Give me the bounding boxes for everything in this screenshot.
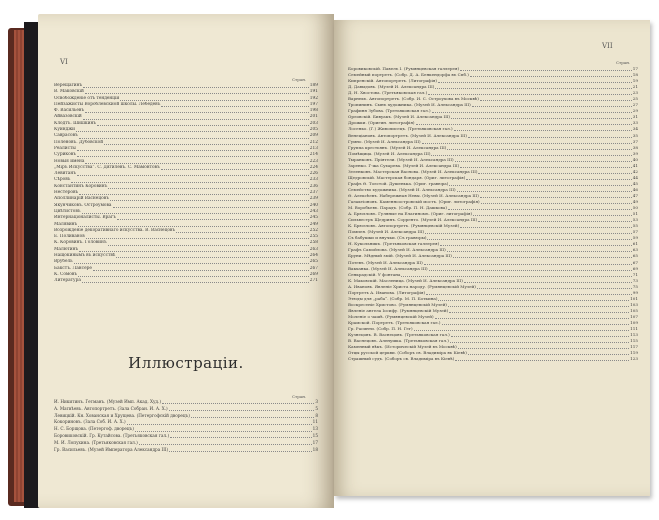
dot-leader <box>83 116 309 120</box>
dot-leader <box>414 327 630 331</box>
list-item <box>54 419 318 426</box>
entry-title: Малявинъ <box>54 221 78 227</box>
entry-page: 213 <box>309 145 318 151</box>
entry-title: Д. Давыдовъ. (Музей И. Александра III) <box>348 84 435 90</box>
entry-page: 21 <box>632 84 638 90</box>
dot-leader <box>117 216 309 220</box>
entry-title: М. И. Лопухина. (Третьяковская гал.) <box>54 439 138 445</box>
entry-title: Бакстъ. Лансере <box>54 265 92 271</box>
entry-page: 239 <box>309 196 318 202</box>
column-header: Стран. <box>292 77 307 82</box>
entry-title: Аполлинарій Васнецовъ <box>54 196 109 202</box>
entry-title: Куинджи <box>54 127 76 133</box>
entry-title: Якунчиковъ. Остроумова <box>54 202 112 208</box>
entry-title: Помпея. (Музей И. Александра III) <box>348 229 425 235</box>
entry-title: Константинъ Коровинъ <box>54 183 108 189</box>
dot-leader <box>450 339 629 343</box>
entry-page: 107 <box>630 313 638 319</box>
dot-leader <box>116 254 308 258</box>
entry-title: Вакханка. (Музей И. Александра III) <box>348 265 428 271</box>
entry-title: Щедровскій. Мастерская бондаря. (Ориг. литографія) <box>348 174 466 180</box>
entry-title: Сенкрадскій. У фонтана <box>348 271 401 277</box>
entry-page: 205 <box>309 127 318 133</box>
entry-page: 75 <box>632 283 638 289</box>
entry-page: 113 <box>630 332 638 338</box>
entry-title: Цвѣтистовъ <box>54 208 81 214</box>
entry-page: 109 <box>630 319 638 325</box>
dot-leader <box>104 141 309 145</box>
dot-leader <box>85 160 308 164</box>
dot-leader <box>162 400 314 404</box>
entry-title: Освобожденіе отъ тенденціи <box>54 95 120 101</box>
entry-page: 264 <box>309 253 318 259</box>
entry-page: 40 <box>632 156 638 162</box>
dot-leader <box>169 407 315 411</box>
entry-title: Реалисты <box>54 145 76 151</box>
entry-page: 45 <box>632 180 638 186</box>
entry-page: 123 <box>630 356 638 362</box>
entry-title: Этюды для „раба“. (Собр. М. П. Боткина) <box>348 295 438 301</box>
entry-page: 223 <box>309 158 318 164</box>
entry-title: Тыранковъ. Пріятели. (Музей И. Александра III) <box>348 156 454 162</box>
entry-title: Заренко. Г-жа Сухарева. (Музей И. Александра III) <box>348 162 460 168</box>
dot-leader <box>429 267 632 271</box>
entry-page: 11 <box>312 419 318 425</box>
dot-leader <box>478 218 632 222</box>
entry-title: Возрожденіе декоративнаго искусства. В. Васнецовъ <box>54 227 176 233</box>
entry-title: Дрожки. (Оригин. литографія) <box>348 120 415 126</box>
dot-leader <box>76 128 309 132</box>
list-item <box>54 447 318 454</box>
dot-leader <box>447 146 631 150</box>
entry-page: 267 <box>309 265 318 271</box>
entry-title: В. Маковскій <box>54 89 84 95</box>
entry-title: К. Коровинъ. Головинъ <box>54 240 107 246</box>
entries-list <box>348 66 638 362</box>
dot-leader <box>481 200 632 204</box>
entry-page: 23 <box>632 90 638 96</box>
entry-title: Боровиковскій. Гр. Кутайсова. (Третьяковская гал.) <box>54 432 170 438</box>
dot-leader <box>85 90 309 94</box>
entry-title: Н. Кукольникъ. (Третьяковская галлерея) <box>348 241 440 247</box>
illustrations-column-header: Стран. <box>292 394 307 399</box>
entry-page: 271 <box>309 278 318 284</box>
dot-leader <box>451 115 632 119</box>
entry-page: 189 <box>309 83 318 88</box>
entry-page: 59 <box>632 235 638 241</box>
entry-title: Моленіе о чашѣ. (Румянцевскій Музей) <box>348 313 434 319</box>
entry-page: 71 <box>632 271 638 277</box>
entry-page: 198 <box>309 108 318 114</box>
dot-leader <box>428 91 632 95</box>
entry-page: 119 <box>630 350 638 356</box>
dot-leader <box>448 206 632 210</box>
dot-leader <box>449 182 631 186</box>
entry-title: Сѣровъ <box>54 177 71 183</box>
entry-title: Лосенко. (Г.) Живописецъ. (Третьяковская гал.) <box>348 126 453 132</box>
dot-leader <box>426 291 632 295</box>
contents-list <box>54 83 318 285</box>
entry-page: 192 <box>309 95 318 101</box>
dot-leader <box>161 103 308 107</box>
dot-leader <box>401 273 631 277</box>
entry-title: Н. С. Борщова. (Петергоф. дворецъ) <box>54 426 134 432</box>
entry-page: 17 <box>632 66 638 71</box>
list-item <box>348 356 638 362</box>
entry-page: 38 <box>632 144 638 150</box>
entry-page: 25 <box>632 96 638 102</box>
entry-page: 39 <box>632 150 638 156</box>
dot-leader <box>468 351 629 355</box>
entry-page: 117 <box>630 344 638 350</box>
entry-page: 197 <box>309 101 318 107</box>
illustrations-heading: Иллюстраціи. <box>128 354 244 372</box>
dot-leader <box>425 230 632 234</box>
dot-leader <box>472 103 632 107</box>
entry-page: 103 <box>630 301 638 307</box>
dot-leader <box>169 448 312 452</box>
dot-leader <box>470 73 632 77</box>
entry-title: Кокориновъ. (Зала Соб. И. А. Х.) <box>54 419 126 425</box>
entry-page: 105 <box>630 307 638 313</box>
dot-leader <box>191 414 314 418</box>
dot-leader <box>460 67 632 71</box>
entry-page: 61 <box>632 241 638 247</box>
entry-page: 252 <box>309 227 318 233</box>
entry-title: А. Ивановъ. Явленіе Христа народу. (Румянцевскій Музей) <box>348 283 476 289</box>
dot-leader <box>422 140 632 144</box>
entry-page: 201 <box>309 114 318 120</box>
entry-title: К. Маковскій. Масленица. (Музей И. Александра III) <box>348 277 463 283</box>
entry-page: 57 <box>632 229 638 235</box>
dot-leader <box>85 109 309 113</box>
entry-page: 240 <box>309 202 318 208</box>
entry-title: Д. Н. Хвостова. (Третьяковская гал.) <box>348 90 428 96</box>
dot-leader <box>442 321 630 325</box>
entry-page: 31 <box>632 114 638 120</box>
dot-leader <box>78 223 309 227</box>
list-item <box>54 406 318 413</box>
entry-page: 214 <box>309 152 318 158</box>
entry-page: 115 <box>630 338 638 344</box>
dot-leader <box>86 235 309 239</box>
dot-leader <box>79 135 309 139</box>
entry-title: Верещагинъ <box>54 83 83 88</box>
entry-title: Тропининъ. Сынъ художника. (Музей И. Александра III) <box>348 102 471 108</box>
entry-page: 51 <box>632 211 638 217</box>
entry-title: Крамской. Портретъ. (Третьяковская гал.) <box>348 319 441 325</box>
left-page <box>38 14 334 508</box>
entry-page: 67 <box>632 259 638 265</box>
entry-page: 34 <box>632 126 638 132</box>
entry-title: Саврасовъ <box>54 133 78 139</box>
entry-title: Каменный вѣкъ. (Историческій Музей въ Москвѣ) <box>348 344 457 350</box>
entry-title: Потевъ. (Музей И. Александра III) <box>348 259 423 265</box>
entry-title: Нестеровъ <box>54 190 79 196</box>
entry-title: Боровиковскій. Павелъ I. (Румянцевская галлерея) <box>348 66 460 71</box>
dot-leader <box>77 153 309 157</box>
entry-title: Страшный судъ. (Соборъ св. Владиміра въ Кіевѣ) <box>348 356 455 362</box>
entry-page: 35 <box>632 132 638 138</box>
entry-title: Отцы русской церкви. (Соборъ св. Владиміра въ Кіевѣ) <box>348 350 467 356</box>
dot-leader <box>464 279 632 283</box>
dot-leader <box>427 236 631 240</box>
dot-leader <box>176 229 309 233</box>
entry-page: 44 <box>632 174 638 180</box>
dot-leader <box>455 357 629 361</box>
illustrations-list <box>54 399 318 453</box>
dot-leader <box>432 109 632 113</box>
entry-title: Левитанъ <box>54 171 76 177</box>
dot-leader <box>97 122 309 126</box>
dot-leader <box>478 170 631 174</box>
entry-page: 29 <box>632 108 638 114</box>
entry-page: 233 <box>309 177 318 183</box>
entry-page: 63 <box>632 247 638 253</box>
entry-page: 13 <box>312 426 318 432</box>
entry-title: В. Васнецовъ. Аленушка. (Третьяковская гал.) <box>348 338 449 344</box>
entry-page: 53 <box>632 217 638 223</box>
dot-leader <box>170 434 312 438</box>
entry-title: Портретъ А. Иванова. (Литографія) <box>348 289 426 295</box>
dot-leader <box>460 164 632 168</box>
entry-title: Ф. Васильевъ <box>54 108 85 114</box>
entry-page: 269 <box>309 271 318 277</box>
entry-page: 47 <box>632 192 638 198</box>
entry-page: 111 <box>630 326 638 332</box>
entry-title: Графъ Ѳ. Толстой. Душенька. (Ориг. гравюра) <box>348 180 449 186</box>
entry-page: 236 <box>309 183 318 189</box>
entry-title: Врубель <box>54 259 73 265</box>
entry-page: 46 <box>632 186 638 192</box>
column-header: Стран. <box>616 60 631 65</box>
dot-leader <box>416 121 632 125</box>
dot-leader <box>93 267 309 271</box>
dot-leader <box>457 188 632 192</box>
entry-page: 50 <box>632 205 638 211</box>
entry-title: Гумно. (Музей И. Александра III) <box>348 138 421 144</box>
list-item <box>54 278 318 284</box>
entry-page: 3 <box>315 399 318 404</box>
dot-leader <box>438 297 629 301</box>
entry-page: 73 <box>632 277 638 283</box>
entry-title: Орловскій. Бивуакъ. (Музей И. Александра III) <box>348 114 451 120</box>
entry-title: А. Брюлловъ. Гуляные на Елагиномъ. (Ориг. литографія) <box>348 211 473 217</box>
entry-title: Е. Поливанов <box>54 234 85 240</box>
entry-page: 243 <box>309 208 318 214</box>
entry-title: Айвазовскій <box>54 114 82 120</box>
dot-leader <box>447 248 632 252</box>
dot-leader <box>82 210 309 214</box>
dot-leader <box>78 273 309 277</box>
dot-leader <box>451 333 629 337</box>
entry-title: Малютинъ <box>54 246 79 252</box>
entry-title: Клодтъ. Шишкинъ <box>54 120 97 126</box>
dot-leader <box>127 421 312 425</box>
entry-title: Гр. Васильевъ. (Музей Императора Александра III) <box>54 446 169 452</box>
dot-leader <box>113 204 309 208</box>
entry-title: Явленіе ангела Іосифу. (Румянцевскій Музей) <box>348 307 449 313</box>
list-item <box>54 399 318 406</box>
entry-page: 65 <box>632 253 638 259</box>
entry-page: 258 <box>309 240 318 246</box>
entry-title: Новыя имена <box>54 158 85 164</box>
entry-page: 255 <box>309 234 318 240</box>
dot-leader <box>82 279 309 283</box>
entry-page: 209 <box>309 133 318 139</box>
entry-page: 15 <box>312 432 318 438</box>
dot-leader <box>108 185 308 189</box>
dot-leader <box>480 97 632 101</box>
entry-title: Галактіоновъ. Каменноостровскій мостъ. (Ориг. литографія) <box>348 199 480 205</box>
dot-leader <box>458 345 629 349</box>
dot-leader <box>453 254 632 258</box>
dot-leader <box>477 285 632 289</box>
dot-leader <box>435 85 631 89</box>
entry-title: Семейство художника. (Музей И. Александра III) <box>348 186 456 192</box>
entry-title: Поленовъ. Дубовской <box>54 139 104 145</box>
dot-leader <box>110 197 309 201</box>
dot-leader <box>71 179 308 183</box>
dot-leader <box>79 191 309 195</box>
entry-title: „Міръ Искусства“. С. Дягилевъ. С. Мамонтовъ <box>54 164 160 170</box>
entry-page: 226 <box>309 171 318 177</box>
entry-title: Ѳ. Алексѣевъ. Набережная Невы. (Музей И. Александра III) <box>348 192 479 198</box>
entry-page: 191 <box>309 89 318 95</box>
list-item <box>54 433 318 440</box>
entry-title: Съ бабушки и внучки. (Съ гравюры) <box>348 235 427 241</box>
entry-title: Семейный портретъ. (Собр. Д. А. Бенкендорфа въ Спб.) <box>348 72 469 78</box>
entry-page: 8 <box>315 412 318 418</box>
entry-title: Нащокинымъ въ искусствѣ <box>54 253 116 259</box>
dot-leader <box>161 166 309 170</box>
entry-page: 37 <box>632 138 638 144</box>
entry-page: 99 <box>632 289 638 295</box>
entry-page: 249 <box>309 221 318 227</box>
entry-page: 33 <box>632 120 638 126</box>
entry-page: 17 <box>312 439 318 445</box>
entry-page: 69 <box>632 265 638 271</box>
dot-leader <box>79 248 309 252</box>
dot-leader <box>455 158 632 162</box>
dot-leader <box>454 127 632 131</box>
entry-title: Бруни. Мѣдный змій. (Музей И. Александра III) <box>348 253 452 259</box>
entry-title: К. Сомовъ <box>54 271 78 277</box>
entry-title: Литература <box>54 278 81 284</box>
entry-page: 18 <box>312 446 318 452</box>
entry-page: 55 <box>632 223 638 229</box>
dot-leader <box>135 428 312 432</box>
entry-page: 203 <box>309 120 318 126</box>
entry-title: Венеціановъ. Автопортретъ. (Музей И. Александра III) <box>348 132 467 138</box>
entry-title: Кузнецовъ. В. Васнецовъ. (Третьяковская гал.) <box>348 332 450 338</box>
entry-page: 27 <box>632 102 638 108</box>
dot-leader <box>83 84 309 88</box>
entry-page: 245 <box>309 215 318 221</box>
dot-leader <box>449 309 629 313</box>
entry-title: А. Матвѣевъ. Автопортретъ. (Зала Собран. И. А. Х.) <box>54 405 168 411</box>
entry-page: 263 <box>309 246 318 252</box>
entry-page: 49 <box>632 199 638 205</box>
dot-leader <box>424 261 632 265</box>
entry-title: Воскресеніе Христово. (Румянцевскій Музей) <box>348 301 447 307</box>
list-item <box>54 426 318 433</box>
entry-title: Группа крестьянъ. (Музей И. Александра III) <box>348 144 447 150</box>
dot-leader <box>438 79 632 83</box>
entry-title: Помѣщица. (Музей И. Александра III) <box>348 150 431 156</box>
entry-page: 19 <box>632 78 638 84</box>
dot-leader <box>431 152 631 156</box>
dot-leader <box>108 242 309 246</box>
dot-leader <box>460 224 632 228</box>
right-page <box>334 20 650 496</box>
entry-title: Левицкій. Кн. Хованская и Хрущева. (Петергофскій дворецъ) <box>54 412 190 418</box>
dot-leader <box>448 303 629 307</box>
entry-title: Сильвестръ Щедринъ. Сорренто. (Музей И. Александра III) <box>348 217 478 223</box>
entry-page: 101 <box>630 295 638 301</box>
dot-leader <box>440 242 632 246</box>
dot-leader <box>139 441 312 445</box>
dot-leader <box>468 134 632 138</box>
dot-leader <box>120 97 308 101</box>
entry-page: 224 <box>309 164 318 170</box>
entry-title: М. Воробьевъ. Парадъ. (Собр. П. Н. Дашкова) <box>348 205 447 211</box>
list-item <box>54 440 318 447</box>
entry-page: 18 <box>632 72 638 78</box>
dot-leader <box>466 176 631 180</box>
entry-page: 5 <box>315 405 318 411</box>
dot-leader <box>74 260 309 264</box>
list-item <box>54 413 318 420</box>
entry-title: К. Брюлловъ. Автопортретъ. (Румянцевскій Музей) <box>348 223 460 229</box>
entry-title: Интернаціоналисты. Врагъ <box>54 215 116 221</box>
entry-page: 265 <box>309 259 318 265</box>
entry-title: Суриковъ <box>54 152 76 158</box>
entry-page: 42 <box>632 168 638 174</box>
entry-title: Графиня Зубова. (Третьяковская гал.) <box>348 108 431 114</box>
entry-title: Пейзажисты Вороблевскиой школы. Лебедевъ <box>54 101 161 107</box>
entry-title: И. Никитинъ. Гетманъ. (Музей Имп. Акад. Худ.) <box>54 399 161 404</box>
entry-title: Гр. Расинти. (Собр. П. Н. Гег) <box>348 326 413 332</box>
entry-page: 212 <box>309 139 318 145</box>
entry-page: 237 <box>309 190 318 196</box>
dot-leader <box>77 172 309 176</box>
entry-title: Варнекъ. Автопортретъ. (Собр. И. С. Остроухова въ Москвѣ) <box>348 96 479 102</box>
dot-leader <box>480 194 632 198</box>
dot-leader <box>77 147 309 151</box>
entry-title: Кипренскій. Автопортретъ. (Литографія) <box>348 78 437 84</box>
entry-title: Зеленковъ. Мастерская Васнова. (Музей И. Александра III) <box>348 168 478 174</box>
entry-page: 41 <box>632 162 638 168</box>
entry-title: Графъ Самойлова. (Музей И. Александра III) <box>348 247 446 253</box>
dot-leader <box>435 315 630 319</box>
page-number: VII <box>602 42 613 50</box>
dot-leader <box>473 212 632 216</box>
page-number: VI <box>60 58 68 66</box>
